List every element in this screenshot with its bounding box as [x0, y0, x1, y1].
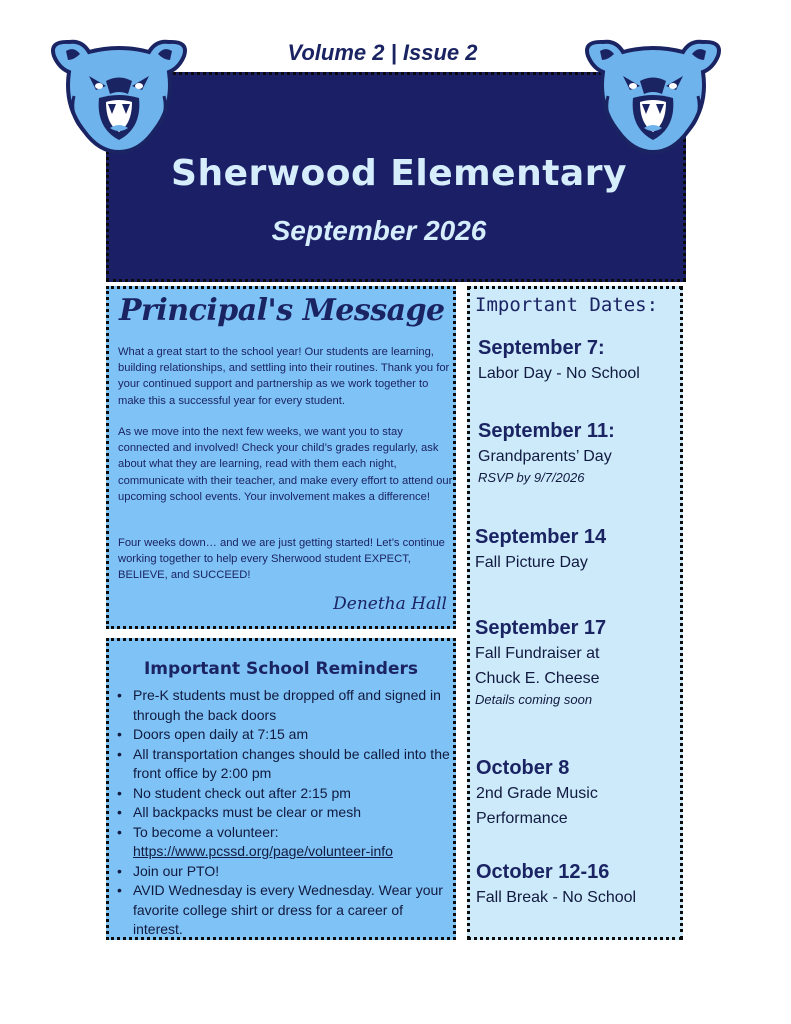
reminders-panel	[106, 638, 456, 940]
event-date: October 12-16	[476, 861, 610, 883]
reminder-item: • AVID Wednesday is every Wednesday. Wear your favorite college shirt or dress for a career of interest.	[131, 881, 451, 940]
event-description: Labor Day - No School	[478, 365, 640, 382]
event-description: Grandparents’ Day	[478, 448, 612, 465]
reminder-item: • No student check out after 2:15 pm	[131, 784, 451, 804]
event-item	[478, 335, 683, 386]
principal-paragraph: Four weeks down… and we are just getting started! Let’s continue working together to help every Sherwood student EXPECT, BELIEVE, and SUCCEED!	[118, 537, 445, 582]
newsletter-month: September 2026	[271, 215, 487, 246]
reminders-title: Important School Reminders	[143, 659, 418, 679]
event-description: Fall Fundraiser at Chuck E. Cheese	[475, 645, 600, 687]
event-item	[475, 524, 680, 575]
principal-message-panel	[106, 286, 456, 629]
principal-message-title: Principal's Message	[119, 293, 445, 328]
event-date: September 14	[475, 526, 607, 548]
reminder-item-volunteer	[131, 823, 451, 862]
event-item	[478, 418, 683, 487]
volunteer-text: To become a volunteer:	[133, 823, 279, 840]
reminder-item: • Pre-K students must be dropped off and signed in through the back doors	[131, 686, 451, 725]
event-item	[475, 615, 635, 709]
event-item	[476, 859, 681, 910]
reminder-item: • Join our PTO!	[131, 862, 451, 882]
reminder-item: • All transportation changes should be called into the front office by 2:00 pm	[131, 745, 451, 784]
principal-paragraph: As we move into the next few weeks, we want you to stay connected and involved! Check your child’s grades regularly, ask about what they are learning, read with them each night, communicate with their teacher, and make every effort to attend our upcoming school events. Your involvement makes a difference!	[118, 426, 453, 503]
principal-paragraph: What a great start to the school year! Our students are learning, building relationships, and settling into their routines. Thank you for your continued support and partnership as we work together to make this a successful year for every student.	[118, 346, 450, 407]
bear-mascot-icon	[578, 36, 728, 154]
bear-mascot-icon	[44, 36, 194, 154]
event-note: Details coming soon	[475, 692, 593, 707]
reminder-item: • Doors open daily at 7:15 am	[131, 725, 451, 745]
event-date: September 7:	[478, 337, 605, 359]
volunteer-link[interactable]: https://www.pcssd.org/page/volunteer-info	[133, 843, 393, 859]
event-note: RSVP by 9/7/2026	[478, 470, 585, 485]
reminders-list	[109, 686, 457, 940]
event-description: 2nd Grade Music Performance	[476, 785, 598, 827]
important-dates-panel	[467, 286, 683, 940]
event-date: September 17	[475, 617, 607, 639]
event-item	[476, 755, 636, 831]
event-description: Fall Break - No School	[476, 889, 637, 906]
event-description: Fall Picture Day	[475, 554, 588, 571]
reminder-item: • All backpacks must be clear or mesh	[131, 803, 451, 823]
event-date: October 8	[476, 757, 570, 779]
event-date: September 11:	[478, 420, 615, 442]
volume-issue: Volume 2 | Issue 2	[287, 40, 478, 65]
principal-signature: Denetha Hall	[333, 594, 447, 614]
school-name: Sherwood Elementary	[171, 153, 627, 194]
important-dates-title: Important Dates:	[475, 294, 659, 316]
